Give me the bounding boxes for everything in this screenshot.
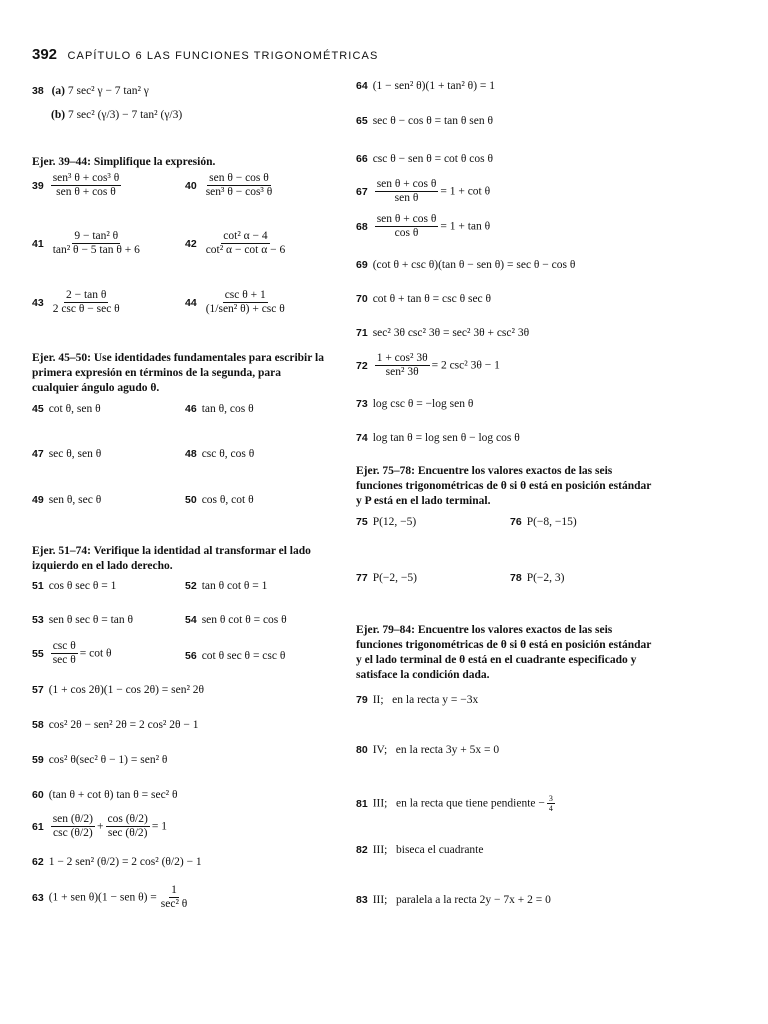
exercise-72: 72 1 + cos² 3θ sen² 3θ = 2 csc² 3θ − 1 bbox=[356, 352, 500, 378]
exercise-52: 52 tan θ cot θ = 1 bbox=[185, 580, 268, 592]
exercise-75: 75 P(12, −5) bbox=[356, 516, 417, 528]
exercise-79: 79 II; en la recta y = −3x bbox=[356, 694, 479, 706]
exercise-62: 62 1 − 2 sen² (θ/2) = 2 cos² (θ/2) − 1 bbox=[32, 856, 202, 868]
exercise-76: 76 P(−8, −15) bbox=[510, 516, 577, 528]
exercise-44: 44 csc θ + 1 (1/sen² θ) + csc θ bbox=[185, 289, 285, 315]
exercise-64: 64 (1 − sen² θ)(1 + tan² θ) = 1 bbox=[356, 80, 496, 92]
exercise-57: 57 (1 + cos 2θ)(1 − cos 2θ) = sen² 2θ bbox=[32, 684, 205, 696]
running-header bbox=[32, 46, 378, 64]
exercise-48: 48 csc θ, cos θ bbox=[185, 448, 255, 460]
exercise-46: 46 tan θ, cos θ bbox=[185, 403, 254, 415]
exercise-45: 45 cot θ, sen θ bbox=[32, 403, 101, 415]
exercise-51: 51 cos θ sec θ = 1 bbox=[32, 580, 117, 592]
exercise-69: 69 (cot θ + csc θ)(tan θ − sen θ) = sec θ − cos θ bbox=[356, 259, 576, 271]
section-heading-79-84: Ejer. 79–84: Encuentre los valores exactos de las seis funciones trigonométricas de θ si θ está en posición estándar y el lado terminal de θ está en el cuadrante especificado y satisface la condición dada. bbox=[356, 624, 652, 681]
exercise-43: 43 2 − tan θ 2 csc θ − sec θ bbox=[32, 289, 120, 315]
exercise-42: 42 $\frac{\text{cot² α − 4}}{\text{cot² α − cot α − 6}}$ bbox=[185, 230, 286, 256]
exercise-83: 83 III; paralela a la recta 2y − 7x + 2 = 0 bbox=[356, 894, 551, 906]
exercise-67: 67 sen θ + cos θ sen θ = 1 + cot θ bbox=[356, 178, 491, 204]
exercise-54: 54 sen θ cot θ = cos θ bbox=[185, 614, 287, 626]
exercise-78: 78 P(−2, 3) bbox=[510, 572, 565, 584]
exercise-49: 49 sen θ, sec θ bbox=[32, 494, 102, 506]
exercise-60: 60 (tan θ + cot θ) tan θ = sec² θ bbox=[32, 789, 178, 801]
page-number: 392 bbox=[32, 46, 58, 63]
exercise-38: 38 (a) 7 sec² γ − 7 tan² γ bbox=[32, 85, 149, 97]
exercise-74: 74 log tan θ = log sen θ − log cos θ bbox=[356, 432, 520, 444]
exercise-38b: (b) 7 sec² (γ/3) − 7 tan² (γ/3) bbox=[51, 109, 183, 121]
exercise-61: 61 sen (θ/2) csc (θ/2) + cos (θ/2) sec (θ/2) = 1 bbox=[32, 813, 167, 839]
exercise-39: 39 sen³ θ + cos³ θ sen θ + cos θ bbox=[32, 172, 120, 198]
exercise-47: 47 sec θ, sen θ bbox=[32, 448, 102, 460]
exercise-41: 41 $\frac{\text{9 − tan² θ}}{\text{tan² θ − 5 tan θ + 6}}$ bbox=[32, 230, 140, 256]
exercise-53: 53 sen θ sec θ = tan θ bbox=[32, 614, 134, 626]
exercise-66: 66 csc θ − sen θ = cot θ cos θ bbox=[356, 153, 493, 165]
section-heading-45-50: Ejer. 45–50: Use identidades fundamentales para escribir la primera expresión en términos de la segunda, para cualquier ángulo agudo θ. bbox=[32, 352, 324, 394]
exercise-71: 71 sec² 3θ csc² 3θ = sec² 3θ + csc² 3θ bbox=[356, 327, 530, 339]
exercise-40: 40 sen θ − cos θ sen³ θ − cos³ θ bbox=[185, 172, 273, 198]
exercise-65: 65 sec θ − cos θ = tan θ sen θ bbox=[356, 115, 493, 127]
section-heading-75-78: Ejer. 75–78: Encuentre los valores exactos de las seis funciones trigonométricas de θ si θ está en posición estándar y P está en el lado terminal. bbox=[356, 465, 652, 507]
exercise-80: 80 IV; en la recta 3y + 5x = 0 bbox=[356, 744, 500, 756]
exercise-68: 68 sen θ + cos θ cos θ = 1 + tan θ bbox=[356, 213, 491, 239]
section-heading-39-44: Ejer. 39–44: Simplifique la expresión. bbox=[32, 156, 216, 168]
exercise-63: 63 (1 + sen θ)(1 − sen θ) = 1 sec² θ bbox=[32, 884, 188, 910]
exercise-56: 56 cot θ sec θ = csc θ bbox=[185, 650, 286, 662]
exercise-50: 50 cos θ, cot θ bbox=[185, 494, 254, 506]
exercise-55: 55 csc θ sec θ = cot θ bbox=[32, 640, 112, 666]
exercise-58: 58 cos² 2θ − sen² 2θ = 2 cos² 2θ − 1 bbox=[32, 719, 199, 731]
exercise-82: 82 III; biseca el cuadrante bbox=[356, 844, 484, 856]
chapter-title: CAPÍTULO 6 LAS FUNCIONES TRIGONOMÉTRICAS bbox=[67, 50, 379, 62]
exercise-77: 77 P(−2, −5) bbox=[356, 572, 417, 584]
exercise-70: 70 cot θ + tan θ = csc θ sec θ bbox=[356, 293, 492, 305]
exercise-81: 81 III; en la recta que tiene pendiente − $\frac{3}{4}$ bbox=[356, 794, 553, 813]
exercise-73: 73 log csc θ = −log sen θ bbox=[356, 398, 474, 410]
section-heading-51-74: Ejer. 51–74: Verifique la identidad al transformar el lado izquierdo en el lado derecho. bbox=[32, 545, 311, 572]
exercise-59: 59 cos² θ(sec² θ − 1) = sen² θ bbox=[32, 754, 168, 766]
